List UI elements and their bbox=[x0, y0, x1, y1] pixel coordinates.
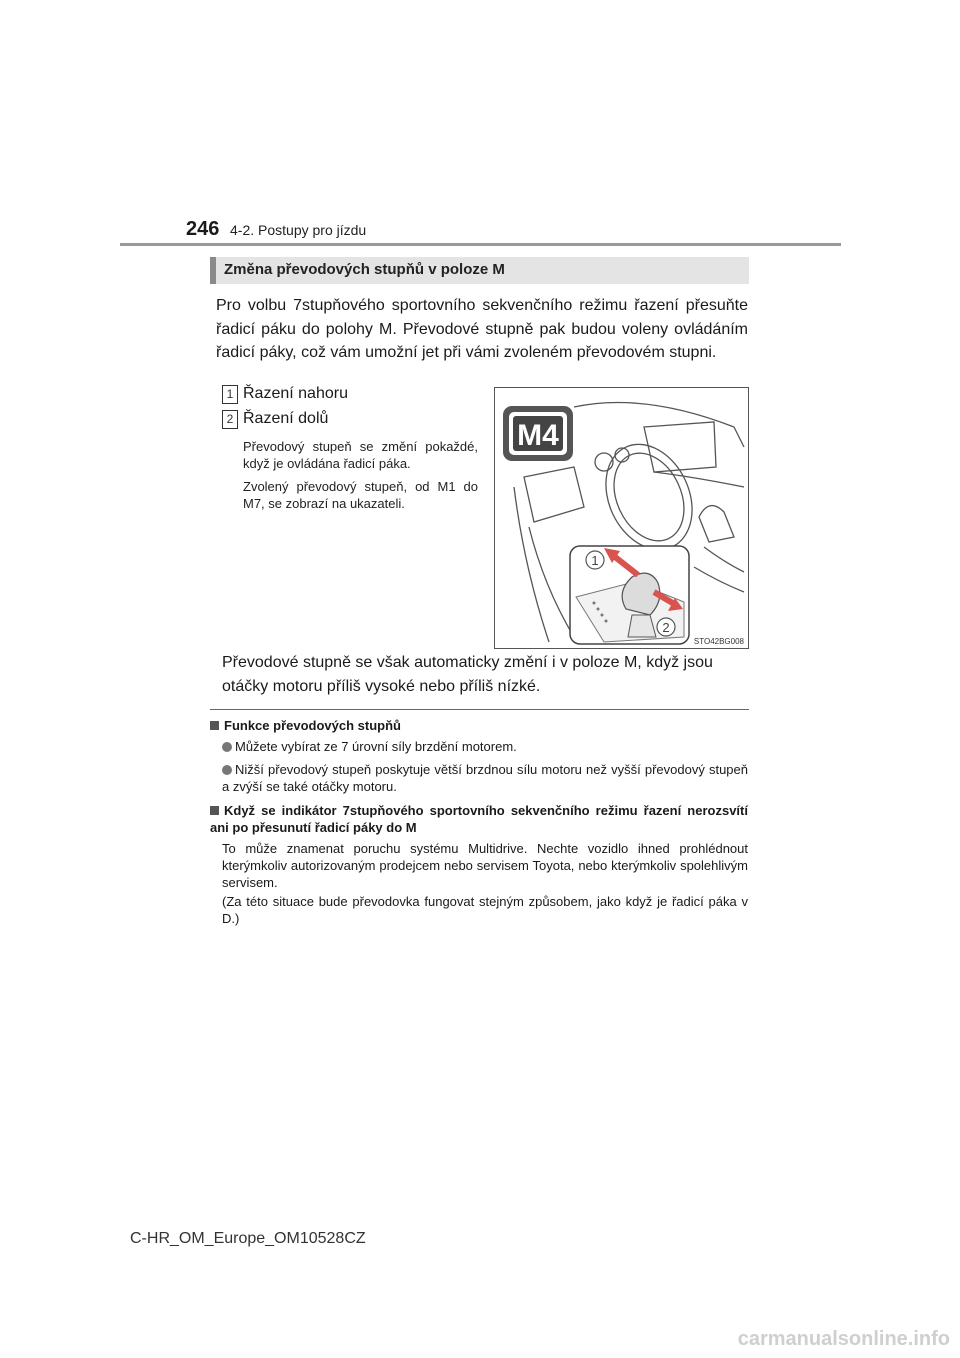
item-number-2: 2 bbox=[222, 410, 238, 429]
figure-code: STO42BG008 bbox=[693, 637, 744, 646]
info-heading-text: Funkce převodových stupňů bbox=[224, 718, 401, 733]
info-divider bbox=[210, 709, 749, 710]
section-title: 4-2. Postupy pro jízdu bbox=[230, 222, 367, 238]
info-heading-text: Když se indikátor 7stupňového sportovního sekvenčního režimu řazení nerozsvítí ani po přesunutí řadicí páky do M bbox=[210, 803, 748, 835]
info-heading-indicator bbox=[210, 802, 748, 836]
callout-downshift-number: 2 bbox=[662, 620, 670, 635]
watermark: carmanualsonline.info bbox=[737, 1328, 950, 1350]
page-number: 246 bbox=[186, 218, 220, 240]
square-bullet-icon bbox=[210, 721, 219, 730]
item-label-upshift: Řazení nahoru bbox=[243, 385, 348, 402]
round-bullet-icon bbox=[222, 765, 232, 775]
note-gear-change: Převodový stupeň se změní pokaždé, když je ovládána řadicí páka. bbox=[243, 439, 478, 471]
callout-upshift-number: 1 bbox=[591, 553, 599, 568]
section-heading: Změna převodových stupňů v poloze M bbox=[224, 261, 505, 278]
round-bullet-icon bbox=[222, 742, 232, 752]
footer-document-id: C-HR_OM_Europe_OM10528CZ bbox=[130, 1230, 366, 1247]
closing-paragraph: Převodové stupně se však automaticky změní i v poloze M, když jsou otáčky motoru příliš vysoké nebo příliš nízké. bbox=[222, 654, 713, 695]
info-heading-gear-functions bbox=[210, 718, 401, 733]
heading-accent bbox=[210, 257, 216, 284]
square-bullet-icon bbox=[210, 806, 219, 815]
shift-lever-illustration bbox=[494, 387, 749, 649]
info-paragraph-malfunction: To může znamenat poruchu systému Multidrive. Nechte vozidlo ihned prohlédnout kterýmkoliv autorizovaným prodejcem nebo servisem Toyota, nebo kterýmkoliv spolehlivým servisem. bbox=[222, 841, 748, 890]
bullet-engine-braking bbox=[222, 738, 748, 755]
bullet-lower-gear bbox=[222, 761, 748, 795]
section-heading-bar bbox=[210, 257, 749, 284]
item-label-downshift: Řazení dolů bbox=[243, 410, 329, 427]
gear-indicator-text: M4 bbox=[517, 419, 559, 452]
bullet-text: Nižší převodový stupeň poskytuje větší brzdnou sílu motoru než vyšší převodový stupeň a zvýší se také otáčky motoru. bbox=[222, 762, 748, 794]
note-gear-display: Zvolený převodový stupeň, od M1 do M7, se zobrazí na ukazateli. bbox=[243, 479, 478, 511]
info-paragraph-behaviour: (Za této situace bude převodovka fungovat stejným způsobem, jako když je řadicí páka v D.) bbox=[222, 894, 748, 926]
intro-paragraph: Pro volbu 7stupňového sportovního sekvenčního režimu řazení přesuňte řadicí páku do polohy M. Převodové stupně pak budou voleny ovládáním řadicí páky, což vám umožní jet při vámi zvoleném převodovém stupni. bbox=[216, 297, 748, 361]
bullet-text: Můžete vybírat ze 7 úrovní síly brzdění motorem. bbox=[235, 739, 517, 754]
header-divider bbox=[120, 243, 841, 246]
gear-indicator-display bbox=[503, 406, 573, 461]
item-number-1: 1 bbox=[222, 385, 238, 404]
